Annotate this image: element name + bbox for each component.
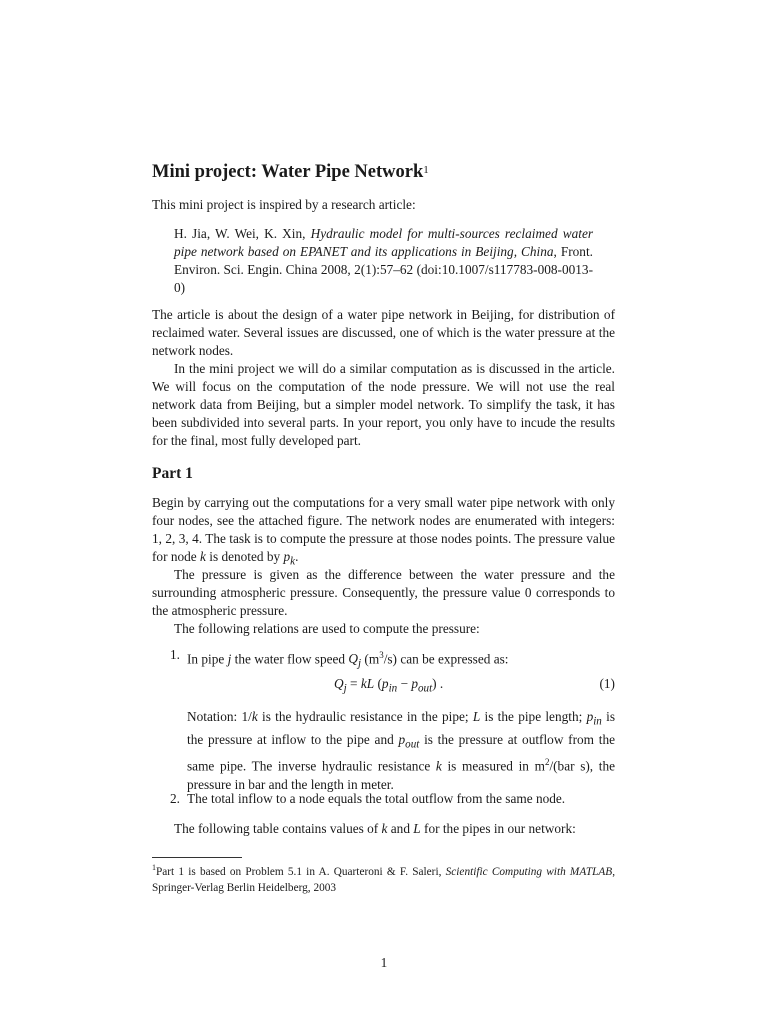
table-intro: The following table contains values of k and L for the pipes in our network: [174,821,576,836]
part1-paragraph-1: Begin by carrying out the computations for a very small water pipe network with only four nodes, see the attached figure. The network nodes are enumerated with integers: 1, 2, 3, 4. The task is to compute the pressure at those nodes points. The pressure value for node k is denoted by $p_k$. [152,495,615,568]
footnote: $^1$Part 1 is based on Problem 5.1 in A. Quarteroni & F. Saleri, Scientific Computing with MATLAB, Springer-Verlag Berlin Heidelberg, 2003 [152,863,616,894]
paragraph-2: In the mini project we will do a similar computation as is discussed in the article. We will focus on the computation of the node pressure. We will not use the real network data from Beijing, but a simpler model network. To simplify the task, it has been subdivided into several parts. In your report, you only have to incude the results for the final, most fully developed part. [152,361,615,448]
part1-paragraph-3: The following relations are used to compute the pressure: [174,621,480,636]
title-footnote-mark: 1 [423,164,429,176]
paragraph-1: The article is about the design of a water pipe network in Beijing, for distribution of reclaimed water. Several issues are discussed, one of which is the water pressure at the network nodes. [152,307,615,358]
equation-1: $Q_j$ = kL $(p_{in} - p_{out})$ . (1) [334,676,615,695]
equation-number: (1) [599,676,615,691]
footnote-book-title: Scientific Computing with MATLAB [445,865,613,878]
reference-article-title: Hydraulic model for multi-sources reclaimed water pipe network based on EPANET and its applications in Beijing, China [174,226,594,259]
reference-quote: H. Jia, W. Wei, K. Xin, Hydraulic model for multi-sources reclaimed water pipe network based on EPANET and its applications in Beijing, China, Front. Environ. Sci. Engin. China 2008, 2(1):57–62 (doi:10.1007/s117783-008-0013-0) [174,226,594,295]
page-number: 1 [380,955,388,970]
page-title: Mini project: Water Pipe Network$^1$ [152,162,429,182]
section-heading: Part 1 [152,465,193,482]
notation-text: Notation: 1/k is the hydraulic resistance in the pipe; L is the pipe length; $p_{in}$ is the pressure at inflow to the pipe and $p_{out}$ is the pressure at outflow from the same pipe. The inverse hydraulic resistance k is measured in $m^2/(bar$ s), the pressure in bar and the length in meter. [187,709,616,792]
footnote-rule [152,857,242,858]
list-item-1: 1. In pipe j the water flow speed $Q_j$ $(m^3/s)$ can be expressed as: [170,647,509,671]
list-item-2: 2. The total inflow to a node equals the total outflow from the same node. [170,791,566,806]
intro-text: This mini project is inspired by a research article: [152,197,416,212]
part1-paragraph-2: The pressure is given as the difference between the water pressure and the surrounding atmospheric pressure. Consequently, the pressure value 0 corresponds to the atmospheric pressure. [152,567,615,618]
